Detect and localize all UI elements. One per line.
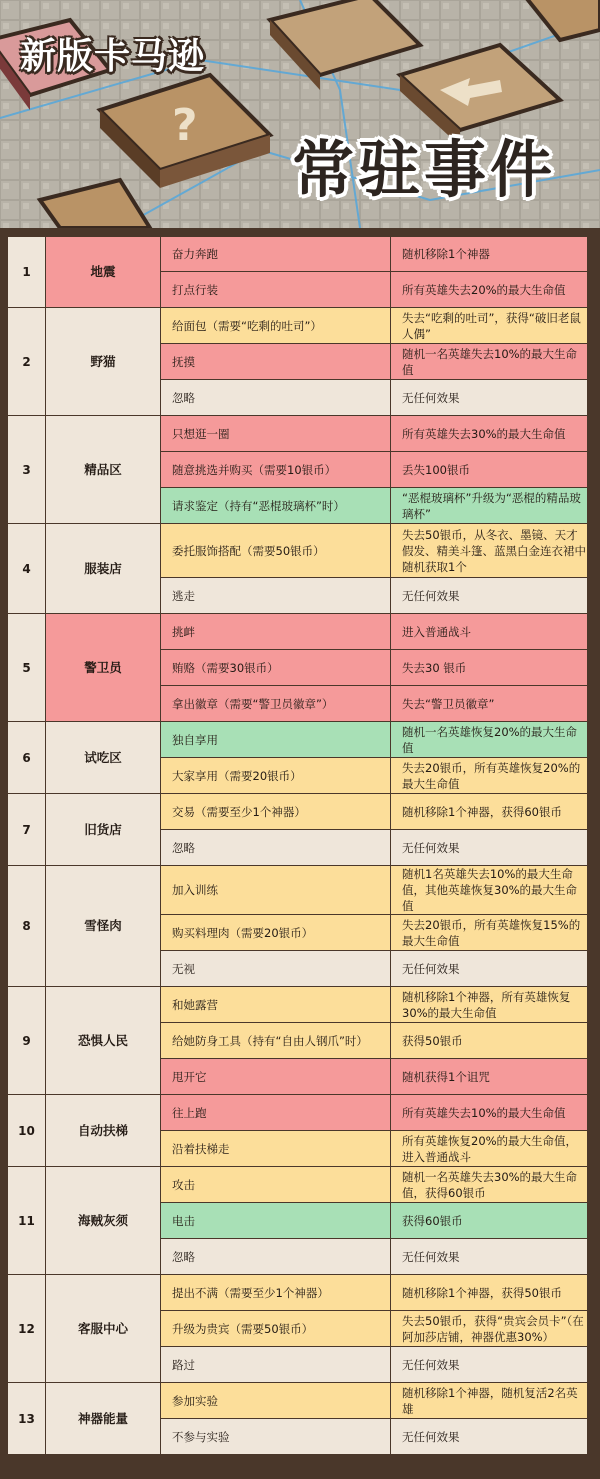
event-result: 随机移除1个神器，所有英雄恢复30%的最大生命值 (391, 987, 588, 1023)
event-result: 获得60银币 (391, 1203, 588, 1239)
event-result: 随机1名英雄失去10%的最大生命值，其他英雄恢复30%的最大生命值 (391, 866, 588, 915)
event-name: 警卫员 (46, 614, 161, 722)
event-number: 13 (8, 1383, 46, 1455)
event-number: 11 (8, 1167, 46, 1275)
event-number: 5 (8, 614, 46, 722)
event-number: 8 (8, 866, 46, 987)
event-option: 交易（需要至少1个神器） (161, 794, 391, 830)
event-row (8, 308, 588, 344)
event-option: 忽略 (161, 380, 391, 416)
event-option: 忽略 (161, 830, 391, 866)
event-name: 自动扶梯 (46, 1095, 161, 1167)
event-result: 无任何效果 (391, 830, 588, 866)
event-option: 往上跑 (161, 1095, 391, 1131)
event-number: 3 (8, 416, 46, 524)
event-result: 进入普通战斗 (391, 614, 588, 650)
event-result: 所有英雄恢复20%的最大生命值，进入普通战斗 (391, 1131, 588, 1167)
event-option: 拿出徽章（需要“警卫员徽章”） (161, 686, 391, 722)
event-row (8, 722, 588, 758)
event-name: 神器能量 (46, 1383, 161, 1455)
event-result: 失去50银币，获得“贵宾会员卡”（在阿加莎店铺，神器优惠30%） (391, 1311, 588, 1347)
event-row (8, 237, 588, 272)
event-row (8, 1383, 588, 1419)
event-name: 海贼灰须 (46, 1167, 161, 1275)
event-option: 不参与实验 (161, 1419, 391, 1455)
event-result: 随机移除1个神器，随机复活2名英雄 (391, 1383, 588, 1419)
event-option: 挑衅 (161, 614, 391, 650)
event-result: 无任何效果 (391, 380, 588, 416)
event-row (8, 1275, 588, 1311)
event-option: 奋力奔跑 (161, 237, 391, 272)
event-option: 参加实验 (161, 1383, 391, 1419)
event-row (8, 614, 588, 650)
event-name: 地震 (46, 237, 161, 308)
event-option: 升级为贵宾（需要50银币） (161, 1311, 391, 1347)
event-name: 精品区 (46, 416, 161, 524)
event-row (8, 987, 588, 1023)
event-option: 随意挑选并购买（需要10银币） (161, 452, 391, 488)
event-option: 大家享用（需要20银币） (161, 758, 391, 794)
event-row (8, 1167, 588, 1203)
event-option: 打点行装 (161, 272, 391, 308)
event-option: 请求鉴定（持有“恶棍玻璃杯”时） (161, 488, 391, 524)
event-result: 随机一名英雄失去10%的最大生命值 (391, 344, 588, 380)
event-number: 12 (8, 1275, 46, 1383)
event-result: 获得50银币 (391, 1023, 588, 1059)
event-result: 失去20银币，所有英雄恢复15%的最大生命值 (391, 915, 588, 951)
event-name: 旧货店 (46, 794, 161, 866)
event-option: 逃走 (161, 578, 391, 614)
event-result: 无任何效果 (391, 578, 588, 614)
event-result: 丢失100银币 (391, 452, 588, 488)
event-row (8, 866, 588, 915)
event-number: 6 (8, 722, 46, 794)
banner-title: 新版卡马逊 (20, 36, 206, 77)
event-option: 提出不满（需要至少1个神器） (161, 1275, 391, 1311)
event-result: 无任何效果 (391, 1347, 588, 1383)
event-result: 随机移除1个神器 (391, 237, 588, 272)
event-option: 路过 (161, 1347, 391, 1383)
event-result: 失去30 银币 (391, 650, 588, 686)
events-table-frame (0, 228, 600, 1479)
event-row (8, 416, 588, 452)
event-option: 和她露营 (161, 987, 391, 1023)
event-option: 给面包（需要“吃剩的吐司”） (161, 308, 391, 344)
event-row (8, 524, 588, 578)
event-option: 攻击 (161, 1167, 391, 1203)
header-banner (0, 0, 600, 228)
event-option: 加入训练 (161, 866, 391, 915)
event-option: 抚摸 (161, 344, 391, 380)
event-result: 随机移除1个神器，获得60银币 (391, 794, 588, 830)
event-option: 贿赂（需要30银币） (161, 650, 391, 686)
event-result: “恶棍玻璃杯”升级为“恶棍的精品玻璃杯” (391, 488, 588, 524)
event-option: 甩开它 (161, 1059, 391, 1095)
event-number: 2 (8, 308, 46, 416)
event-number: 9 (8, 987, 46, 1095)
event-name: 试吃区 (46, 722, 161, 794)
event-result: 随机一名英雄失去30%的最大生命值，获得60银币 (391, 1167, 588, 1203)
event-option: 给她防身工具（持有“自由人钢爪”时） (161, 1023, 391, 1059)
event-option: 独自享用 (161, 722, 391, 758)
event-result: 所有英雄失去30%的最大生命值 (391, 416, 588, 452)
banner-subtitle: 常驻事件 (291, 133, 556, 206)
event-number: 7 (8, 794, 46, 866)
event-name: 服装店 (46, 524, 161, 614)
event-option: 无视 (161, 951, 391, 987)
event-result: 失去20银币，所有英雄恢复20%的最大生命值 (391, 758, 588, 794)
event-result: 所有英雄失去20%的最大生命值 (391, 272, 588, 308)
event-option: 忽略 (161, 1239, 391, 1275)
event-name: 野猫 (46, 308, 161, 416)
event-result: 失去“警卫员徽章” (391, 686, 588, 722)
event-result: 无任何效果 (391, 1419, 588, 1455)
event-option: 只想逛一圈 (161, 416, 391, 452)
event-name: 恐惧人民 (46, 987, 161, 1095)
svg-text:?: ? (172, 100, 198, 151)
event-name: 雪怪肉 (46, 866, 161, 987)
event-result: 随机获得1个诅咒 (391, 1059, 588, 1095)
event-option: 委托服饰搭配（需要50银币） (161, 524, 391, 578)
event-row (8, 1095, 588, 1131)
event-result: 无任何效果 (391, 951, 588, 987)
event-result: 随机移除1个神器，获得50银币 (391, 1275, 588, 1311)
event-row (8, 794, 588, 830)
event-option: 电击 (161, 1203, 391, 1239)
events-table (7, 236, 588, 1455)
event-number: 4 (8, 524, 46, 614)
event-result: 失去50银币，从冬衣、墨镜、天才假发、精美斗篷、蓝黑白金连衣裙中随机获取1个 (391, 524, 588, 578)
event-result: 所有英雄失去10%的最大生命值 (391, 1095, 588, 1131)
event-option: 沿着扶梯走 (161, 1131, 391, 1167)
event-number: 1 (8, 237, 46, 308)
event-result: 无任何效果 (391, 1239, 588, 1275)
event-number: 10 (8, 1095, 46, 1167)
event-result: 随机一名英雄恢复20%的最大生命值 (391, 722, 588, 758)
event-option: 购买料理肉（需要20银币） (161, 915, 391, 951)
event-name: 客服中心 (46, 1275, 161, 1383)
event-result: 失去“吃剩的吐司”，获得“破旧老鼠人偶” (391, 308, 588, 344)
